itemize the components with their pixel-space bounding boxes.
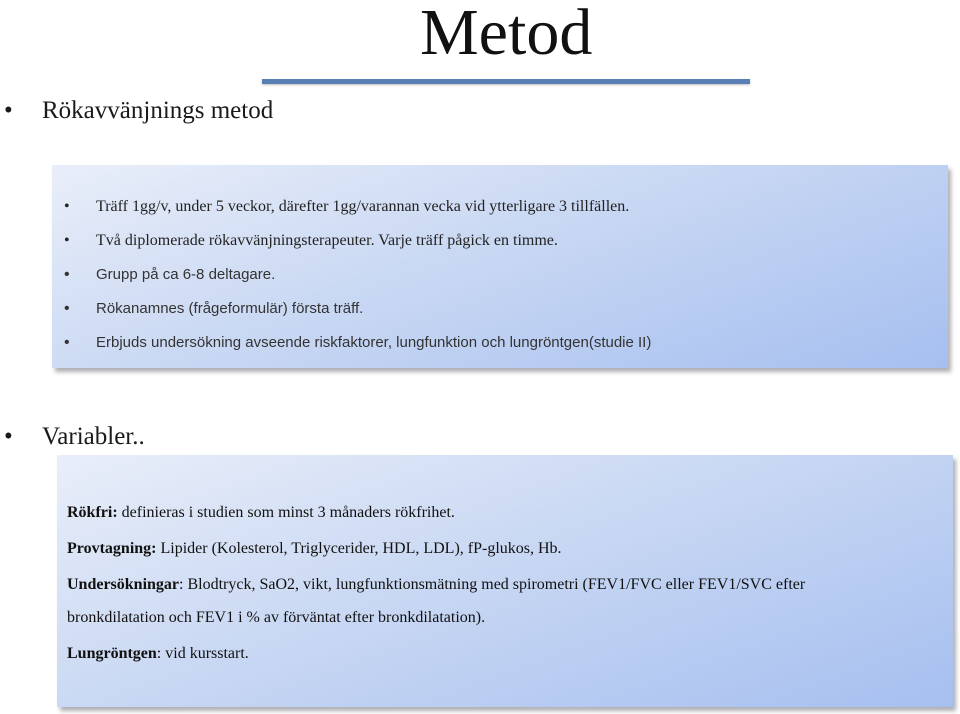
variable-text: : vid kursstart. [156, 645, 249, 662]
variable-rokfri [67, 502, 455, 524]
variable-text: definieras i studien som minst 3 månaders rökfrihet. [117, 504, 455, 521]
page-title: Metod [420, 0, 593, 69]
section-heading-text: Rökavvänjnings metod [42, 97, 274, 124]
variable-lungrontgen [67, 643, 249, 665]
variable-text: Lipider (Kolesterol, Triglycerider, HDL, LDL), fP-glukos, Hb. [156, 540, 562, 557]
method-box [52, 165, 948, 368]
variable-label: Rökfri: [67, 504, 118, 521]
list-item: • Grupp på ca 6-8 deltagare. [64, 258, 651, 292]
method-list [64, 190, 651, 360]
list-item: • Två diplomerade rökavvänjningsterapeuter. Varje träff pågick en timme. [64, 224, 651, 258]
variables-box [57, 455, 953, 707]
section-heading-method [4, 96, 274, 126]
variable-label: Undersökningar [67, 576, 180, 593]
title-underline [262, 79, 750, 84]
variable-undersokningar [67, 574, 805, 596]
list-item: • Erbjuds undersökning avseende riskfaktorer, lungfunktion och lungröntgen(studie II) [64, 326, 651, 360]
list-item: • Rökanamnes (frågeformulär) första träff. [64, 292, 651, 326]
variable-label: Lungröntgen [67, 645, 157, 662]
variable-text: : Blodtryck, SaO2, vikt, lungfunktionsmätning med spirometri (FEV1/FVC eller FEV1/SVC efter [179, 576, 806, 593]
variable-label: Provtagning: [67, 540, 157, 557]
section-heading-variables [4, 422, 145, 452]
variable-provtagning [67, 538, 562, 560]
section-heading-text: Variabler.. [42, 423, 145, 450]
variable-text: bronkdilatation och FEV1 i % av förväntat efter bronkdilatation). [67, 609, 486, 626]
bullet-icon: • [4, 97, 13, 124]
variable-undersokningar-continued [67, 607, 485, 629]
list-item: • Träff 1gg/v, under 5 veckor, därefter 1gg/varannan vecka vid ytterligare 3 tillfällen. [64, 190, 651, 224]
bullet-icon: • [4, 423, 13, 450]
